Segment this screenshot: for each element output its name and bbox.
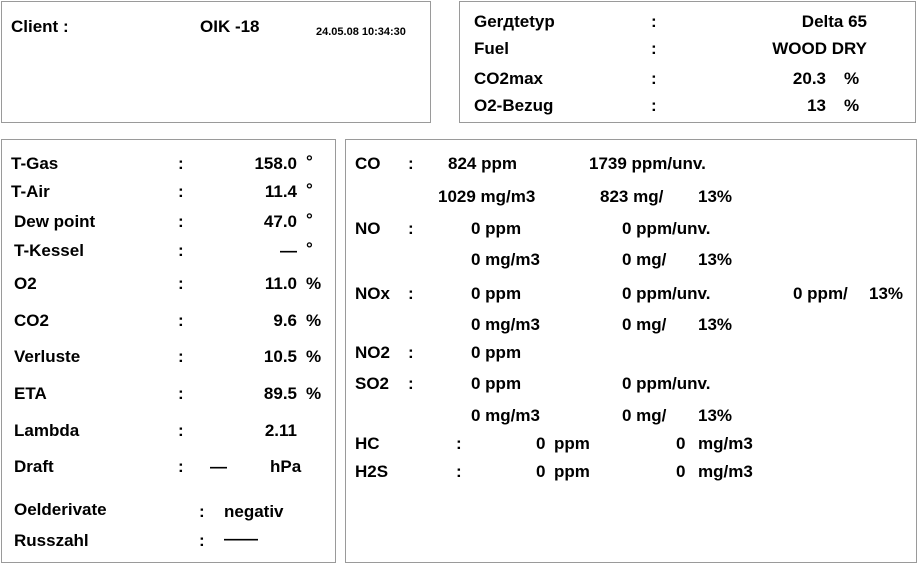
draft-value: — xyxy=(210,457,227,476)
fuel-value: WOOD DRY xyxy=(772,39,867,58)
t-air-colon: : xyxy=(178,182,184,201)
h2s-mg-value: 0 xyxy=(676,462,686,481)
co2max-label: CO2max xyxy=(474,69,543,88)
h2s-mg-unit: mg/m3 xyxy=(698,462,753,481)
draft-label: Draft xyxy=(14,457,54,476)
dew-point-value: 47.0 xyxy=(263,212,297,231)
client-datetime: 24.05.08 10:34:30 xyxy=(316,26,406,38)
no-colon: : xyxy=(408,219,414,238)
hc-label: HC xyxy=(355,434,380,453)
nox-ppm-ref: 0 ppm/ xyxy=(793,284,848,303)
o2-bezug-colon: : xyxy=(651,96,657,115)
h2s-colon: : xyxy=(456,462,462,481)
h2s-ppm-unit: ppm xyxy=(554,462,590,481)
no-ppm: 0 ppm xyxy=(471,219,522,238)
device-type-label: Gerдtetyp xyxy=(474,12,555,31)
draft-unit: hPa xyxy=(270,457,302,476)
client-label: Client : xyxy=(11,17,69,36)
nox-ppm-ref-pct: 13% xyxy=(869,284,904,303)
co-ref: 13% xyxy=(698,187,733,206)
co-colon: : xyxy=(408,154,414,173)
no2-label: NO2 xyxy=(355,343,390,362)
co2max-unit: % xyxy=(844,69,860,88)
t-air-value: 11.4 xyxy=(264,182,297,201)
nox-mgm3: 0 mg/m3 xyxy=(471,315,540,334)
device-type-colon: : xyxy=(651,12,657,31)
oelderivate-colon: : xyxy=(199,502,205,521)
co-mg-ref: 823 mg/ xyxy=(600,187,664,206)
eta-label: ETA xyxy=(14,384,47,403)
t-air-label: T-Air xyxy=(11,182,50,201)
eta-colon: : xyxy=(178,384,184,403)
hc-ppm-unit: ppm xyxy=(554,434,590,453)
co2-label: CO2 xyxy=(14,311,49,330)
dew-point-colon: : xyxy=(178,212,184,231)
measurements-panel xyxy=(1,139,336,563)
oelderivate-label: Oelderivate xyxy=(14,500,107,519)
t-air-unit: ° xyxy=(306,180,313,199)
no-mg-ref: 0 mg/ xyxy=(622,250,667,269)
h2s-label: H2S xyxy=(355,462,389,481)
co2-value: 9.6 xyxy=(273,311,297,330)
t-gas-colon: : xyxy=(178,154,184,173)
lambda-value: 2.11 xyxy=(264,421,297,440)
o2-unit: % xyxy=(306,274,322,293)
so2-colon: : xyxy=(408,374,414,393)
hc-mg-value: 0 xyxy=(676,434,686,453)
t-kessel-label: T-Kessel xyxy=(14,241,84,260)
eta-unit: % xyxy=(306,384,322,403)
nox-colon: : xyxy=(408,284,414,303)
t-gas-value: 158.0 xyxy=(254,154,297,173)
oelderivate-value: negativ xyxy=(224,502,284,521)
nox-mg-ref: 0 mg/ xyxy=(622,315,667,334)
russzahl-label: Russzahl xyxy=(14,531,89,550)
no-ppm-unv: 0 ppm/unv. xyxy=(622,219,711,238)
verluste-unit: % xyxy=(306,347,322,366)
eta-value: 89.5 xyxy=(263,384,297,403)
nox-ref: 13% xyxy=(698,315,733,334)
o2-bezug-unit: % xyxy=(844,96,860,115)
h2s-ppm-value: 0 xyxy=(536,462,546,481)
so2-label: SO2 xyxy=(355,374,390,393)
co2-colon: : xyxy=(178,311,184,330)
co2max-colon: : xyxy=(651,69,657,88)
verluste-colon: : xyxy=(178,347,184,366)
lambda-label: Lambda xyxy=(14,421,80,440)
o2-colon: : xyxy=(178,274,184,293)
no-ref: 13% xyxy=(698,250,733,269)
t-kessel-unit: ° xyxy=(306,239,313,258)
nox-ppm-unv: 0 ppm/unv. xyxy=(622,284,711,303)
client-name: OIK -18 xyxy=(200,17,260,36)
no2-ppm: 0 ppm xyxy=(471,343,522,362)
hc-colon: : xyxy=(456,434,462,453)
no2-colon: : xyxy=(408,343,414,362)
t-gas-unit: ° xyxy=(306,152,313,171)
co-mgm3: 1029 mg/m3 xyxy=(438,187,536,206)
dew-point-unit: ° xyxy=(306,210,313,229)
so2-ref: 13% xyxy=(698,406,733,425)
hc-mg-unit: mg/m3 xyxy=(698,434,753,453)
device-panel xyxy=(459,1,916,123)
t-kessel-colon: : xyxy=(178,241,184,260)
nox-ppm: 0 ppm xyxy=(471,284,522,303)
fuel-label: Fuel xyxy=(474,39,509,58)
fuel-colon: : xyxy=(651,39,657,58)
no-label: NO xyxy=(355,219,381,238)
o2-value: 11.0 xyxy=(264,274,297,293)
co-ppm: 824 ppm xyxy=(448,154,517,173)
device-type-value: Delta 65 xyxy=(801,12,867,31)
so2-mg-ref: 0 mg/ xyxy=(622,406,667,425)
gases-panel xyxy=(345,139,917,563)
co2max-value: 20.3 xyxy=(792,69,826,88)
client-panel xyxy=(1,1,431,123)
co-ppm-unv: 1739 ppm/unv. xyxy=(589,154,706,173)
verluste-label: Verluste xyxy=(14,347,81,366)
o2-bezug-label: O2-Bezug xyxy=(474,96,554,115)
russzahl-colon: : xyxy=(199,531,205,550)
no-mgm3: 0 mg/m3 xyxy=(471,250,540,269)
t-gas-label: T-Gas xyxy=(11,154,59,173)
so2-ppm-unv: 0 ppm/unv. xyxy=(622,374,711,393)
o2-label: O2 xyxy=(14,274,37,293)
draft-colon: : xyxy=(178,457,184,476)
verluste-value: 10.5 xyxy=(263,347,297,366)
hc-ppm-value: 0 xyxy=(536,434,546,453)
t-kessel-value: — xyxy=(280,241,297,260)
nox-label: NOx xyxy=(355,284,390,303)
dew-point-label: Dew point xyxy=(14,212,96,231)
so2-ppm: 0 ppm xyxy=(471,374,522,393)
o2-bezug-value: 13 xyxy=(807,96,826,115)
lambda-colon: : xyxy=(178,421,184,440)
so2-mgm3: 0 mg/m3 xyxy=(471,406,540,425)
co-label: CO xyxy=(355,154,381,173)
russzahl-value: —— xyxy=(224,529,258,548)
co2-unit: % xyxy=(306,311,322,330)
